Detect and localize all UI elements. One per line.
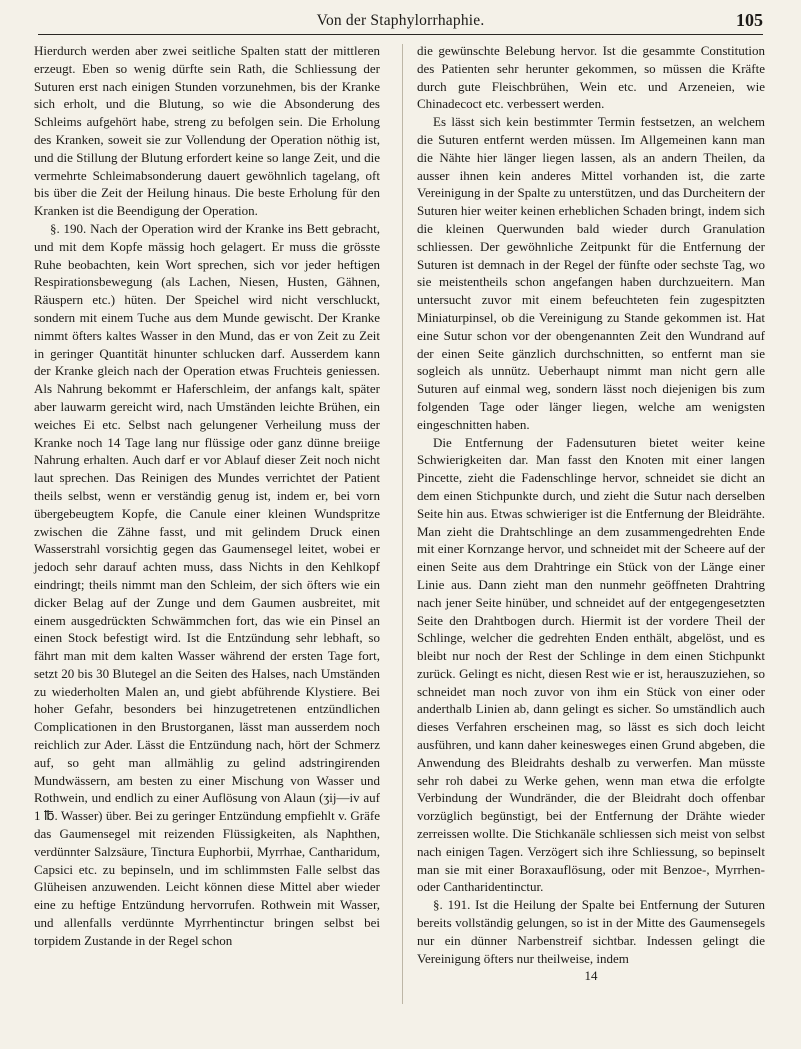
running-title: Von der Staphylorrhaphie.: [316, 12, 485, 29]
paragraph-section-190: §. 190. Nach der Operation wird der Kranke ins Bett gebracht, und mit dem Kopfe mässig hoch gelagert. Er muss die grösste Ruhe beobachten, kein Wort sprechen, sich vor jeder heftigen Respirationsbewegung (als Lachen, Niesen, Husten, Gähnen, Räuspern etc.) hüten. Der Speichel wird nicht verschluckt, sondern mit einem Tuche aus dem Munde gewischt. Der Kranke nimmt öfters kaltes Wasser in den Mund, das er von Zeit zu Zeit in geringer Quantität hinunter schlucken darf. Ausserdem kann der Kranke gleich nach der Operation etwas Fruchteis geniessen. Als Nahrung bekommt er Haferschleim, der anfangs kalt, später aber lauwarm gereicht wird, nach Umständen leichte Brühen, ein weiches Ei etc. Selbst nach gelungener Verheilung muss der Kranke noch 14 Tage lang nur flüssige oder ganz dünne breiige Nahrung erhalten. Auch darf er vor Ablauf dieser Zeit noch nicht laut sprechen. Das Reinigen des Mundes verrichtet der Patient theils selbst, wenn er verständig genug ist, indem er, bei vorn übergebeugtem Kopfe, die Canule einer kleinen Wundspritze zwischen die Zähne fasst, und mit gelindem Druck einen Wasserstrahl vorsichtig gegen das Gaumensegel leitet, wobei er jedoch sehr darauf achten muss, dass Nichts in den Kehlkopf eindringt; theils nimmt man den Schleim, der sich öfters wie ein dicker Belag auf der Zunge und dem Gaumen ausbreitet, mit einem ausgedrückten Schwämmchen fort, das wie ein Pinsel an einen Stock befestigt wird. Ist die Entzündung sehr lebhaft, so fährt man mit dem kalten Wasser während der ersten Tage fort, setzt 20 bis 30 Blutegel an die Seiten des Halses, nach Umständen zu wiederholten Malen an, und giebt abführende Klystiere. Bei hoher Gefahr, besonders bei hinzugetretenen entzündlichen Complicationen in den Brustorganen, lässt man ausserdem noch reichlich zur Ader. Lässt die Entzündung nach, hört der Schmerz auf, so geht man allmählig zu gelind adstringirenden Mundwässern, am besten zu einer Mischung von Wasser und Rothwein, und endlich zu einer Auflösung von Alaun (ʒij—iv auf 1 ℔. Wasser) über. Bei zu geringer Entzündung empfiehlt v. Gräfe das Gaumensegel mit reizenden Flüssigkeiten, als Naphthen, verdünnter Salzsäure, Tinctura Euphorbii, Myrrhae, Cantharidum, Capsici etc. zu bepinseln, und im schlimmsten Falle selbst das Glüheisen anzuwenden. Leicht können diese Mittel aber wieder eine zu heftige Entzündung hervorrufen. Rothwein mit Wasser, und allenfalls verdünnte Myrrhentinctur bringen selbst bei torpidem Zustande in der Regel schon: [34, 220, 380, 948]
left-column: [34, 42, 380, 950]
running-head: [0, 12, 801, 34]
column-divider: [402, 44, 403, 1004]
paragraph: Hierdurch werden aber zwei seitliche Spalten statt der mittleren erzeugt. Eben so wenig dürfte sein Rath, die Schliessung der Suturen erst nach einigen Stunden vorzunehmen, bis der Kranke sich erholt, und die Blutung, so wie die Absonderung des Schleims aufgehört habe, streng zu befolgen sein. Die Erholung des Kranken, soweit sie zur Vollendung der Operation nöthig ist, und die Stillung der Blutung erfordert keine so lange Zeit, und die vermehrte Schleimabsonderung dauert gewöhnlich tagelang, oft bis über die Zeit der Heilung hinaus. Die beste Erholung für den Kranken ist die Beendigung der Operation.: [34, 43, 380, 219]
signature-mark: 14: [584, 968, 598, 984]
paragraph-section-191: §. 191. Ist die Heilung der Spalte bei Entfernung der Suturen bereits vollständig gelungen, so ist in der Mitte des Gaumensegels nur ein dünner Narbenstreif sichtbar. Indessen gelingt die Vereinigung öfters nur theilweise, indem: [417, 897, 765, 966]
paragraph: die gewünschte Belebung hervor. Ist die gesammte Constitution des Patienten sehr herunter gekommen, so müssen die Kräfte durch gute Fleischbrühen, Wein etc. und Arzeneien, wie Chinadecoct etc. verbessert werden.: [417, 43, 765, 112]
right-column: [417, 42, 765, 985]
paragraph: Es lässt sich kein bestimmter Termin festsetzen, an welchem die Suturen entfernt werden müssen. Im Allgemeinen kann man die Nähte hier länger liegen lassen, als an andern Theilen, da ausser ihnen kein anderes Mittel vorhanden ist, die zarte Vereinigung in der Spalte zu unterstützen, und das Durcheitern der Suturen hier weiter keinen erheblichen Schaden bringt, indem sich die kleinen Querwunden bald wieder durch Granulation schliessen. Der gewöhnliche Zeitpunkt für die Entfernung der Suturen ist demnach in der Regel der fünfte oder sechste Tag, wo sie meistentheils schon angefangen haben durchzueitern. Man untersucht zuvor mit einem befeuchteten fein zugespitzten Miniaturpinsel, ob die Vereinigung zu Stande gekommen ist. Hat eine Sutur schon vor der obengenannten Zeit den Wundrand auf der einen Seite gänzlich durchschnitten, so entfernt man sie sogleich als unnütz. Ueberhaupt nimmt man nicht gern alle Suturen auf einmal weg, sondern lässt noch diejenigen bis zum folgenden Tage oder länger liegen, welche am wenigsten eingeschnitten haben.: [417, 114, 765, 432]
header-rule: [38, 34, 763, 35]
page-number: 105: [736, 10, 763, 30]
paragraph: Die Entfernung der Fadensuturen bietet weiter keine Schwierigkeiten dar. Man fasst den Knoten mit einer langen Pincette, zieht die Fadenschlinge hervor, schneidet sie dicht an dem einen Stichpunkte durch, und zieht die Sutur nach derselben Seite hin aus. Etwas schwieriger ist die Entfernung der Bleidrähte. Man zieht die Drahtschlinge an dem zusammengedrehten Ende mit einer Kornzange hervor, und schneidet mit der Scheere auf der einen Seite aus dem Drahtringe ein Stück von der Länge einer Linie aus. Dann zieht man den nunmehr geöffneten Drahtring nach jener Seite hinüber, und schneidet auf der entgegengesetzten Seite den Drahtbogen durch. Hiermit ist der vordere Theil der Schlinge, welcher die gedrehten Enden enthält, abgelöst, und es bleibt nur noch der Rest der Schlinge in dem einen Stichpunkt zurück. Gelingt es nicht, diesen Rest wie er ist, herauszuziehen, so schneidet man noch zuvor von ihm ein Stück von einer oder anderthalb Linien ab, dann gelingt es sicher. So umständlich auch dieses Verfahren erscheinen mag, so lässt es sich doch leicht ausführen, und kann daher keinesweges einen Grund abgeben, die Anwendung des Bleidrahts deshalb zu verwerfen. Man müsste sehr roh dabei zu Werke gehen, wenn man etwa die erfolgte Verbindung der Wundränder, die der Bleidraht doch offenbar vorzüglich begünstigt, bei der Entfernung der Drähte wieder zerreissen wollte. Die Stichkanäle schliessen sich meist von selbst nach einigen Tagen. Verzögert sich ihre Schliessung, so bepinselt man sie mit einer Boraxauflösung, oder mit Benzoe-, Myrrhen- oder Cantharidentinctur.: [417, 434, 765, 895]
